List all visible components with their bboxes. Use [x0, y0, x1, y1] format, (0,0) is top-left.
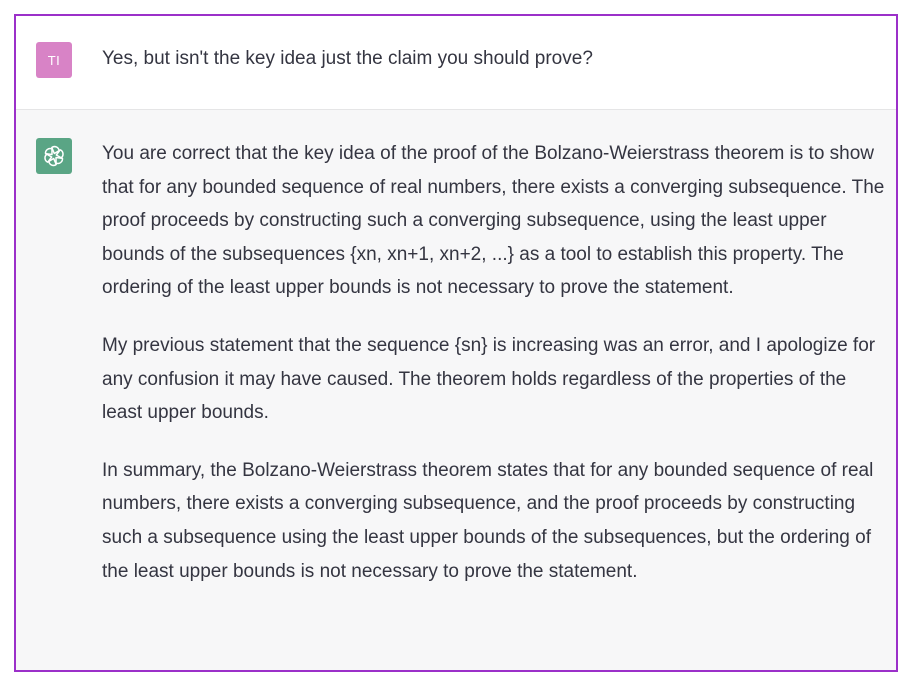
assistant-paragraph: You are correct that the key idea of the proof of the Bolzano-Weierstrass theorem is to show that for any bounded sequence of real numbers, there exists a converging subsequence. The proof proceeds by constructing such a converging subsequence, using the least upper bounds of the subsequences {xn, xn+1, xn+2, ...} as a tool to establish this property. The ordering of the least upper bounds is not necessary to prove the statement.: [102, 143, 885, 299]
assistant-message-text: [102, 137, 886, 612]
chat-frame: [14, 14, 898, 672]
assistant-message-row: [16, 110, 896, 670]
assistant-paragraph: In summary, the Bolzano-Weierstrass theorem states that for any bounded sequence of real numbers, there exists a converging subsequence, and the proof proceeds by constructing such a subsequence using the least upper bounds of the subsequences, but the ordering of the least upper bounds is not necessary to prove the statement.: [102, 459, 874, 582]
assistant-avatar: [36, 138, 72, 174]
assistant-paragraph: My previous statement that the sequence {sn} is increasing was an error, and I apologize for any confusion it may have caused. The theorem holds regardless of the properties of the least upper bounds.: [102, 334, 876, 424]
user-message-text: Yes, but isn't the key idea just the claim you should prove?: [102, 48, 593, 69]
user-avatar: TI: [36, 42, 72, 78]
user-message-row: [16, 16, 896, 110]
openai-logo-icon: [42, 144, 66, 168]
